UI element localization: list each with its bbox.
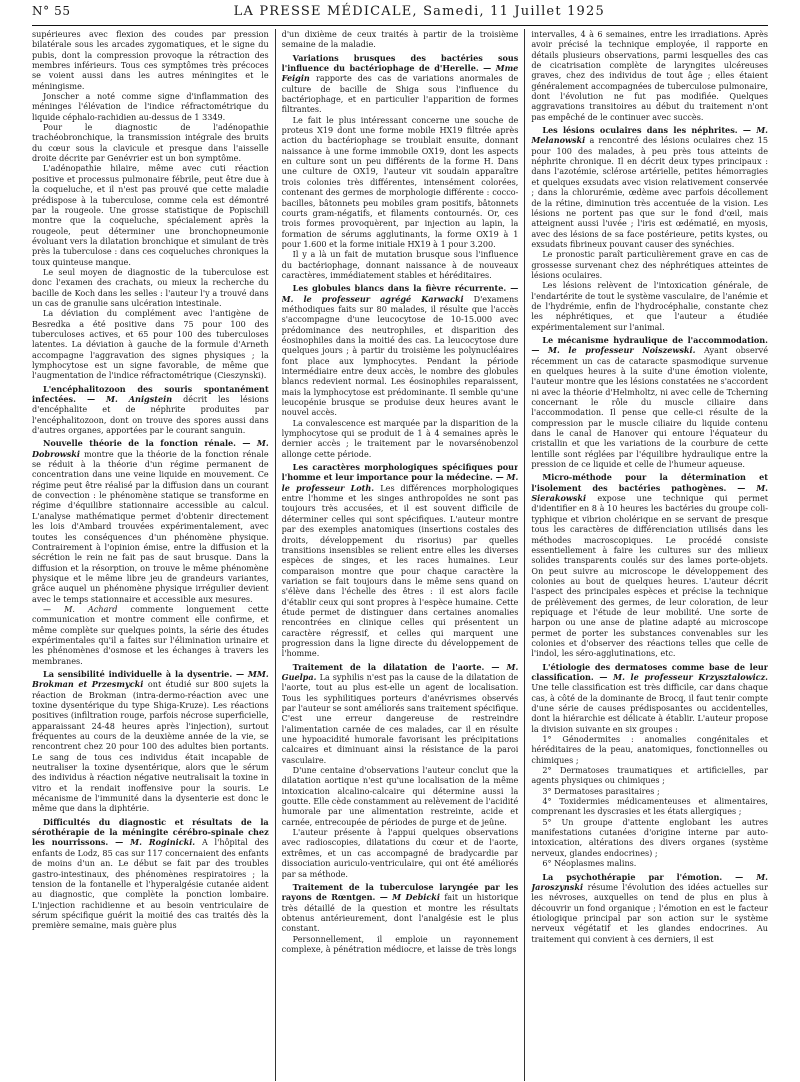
author: — M. le professeur Noiszewski.	[531, 345, 696, 356]
author: — M. Anigstein	[86, 394, 173, 405]
list-item: 3° Dermatoses parasitaires ;	[542, 785, 660, 796]
heading-title: Traitement de la dilatation de l'aorte.	[292, 661, 485, 672]
list-item: 5° Un groupe d'attente englobant les autres manifestations cutanées d'origine interne par auto-intoxication, altérations des divers organes (système nerveux, glandes endocrines) ;	[531, 816, 768, 858]
page-number: N° 55	[32, 4, 71, 18]
author: — M. Guelpa.	[281, 661, 519, 682]
column-divider	[524, 29, 525, 1081]
author: — M. le professeur Krzysztalowicz.	[599, 671, 768, 682]
heading-title: Les lésions oculaires dans les néphrites.	[542, 125, 738, 136]
author: — M. Dobrowski	[32, 438, 269, 459]
section-text: fait un historique très détaillé de la question et montre les résultats obtenus antérieurement, dont l'analgésie est le plus constant.	[281, 892, 519, 934]
author: — M. Achard	[43, 603, 118, 614]
author: — MM. Brokman et Przesmycki	[32, 668, 269, 690]
section-text: montre que la théorie de la fonction rénale se réduit à la théorie d'un régime permanent de concentration dans une veine liquide en mouvement. Ce régime peut être réalisé par la diffusion dans un courant de convection : le phénomène statique se transforme en régime d'équilibre stationnaire accessible au calcul. L'analyse mathématique permet d'obtenir directement les lois d'Ambard trouvées expérimentalement, avec toutes les conséquences d'un phénomène physique. Contrairement à l'opinion émise, entre la diffusion et la sécrétion le rein ne fait pas de saut brusque. Dans la diffusion et la résorption, on trouve le même phénomène physique et le même libre jeu de grandeurs variantes, grâce auquel un phénomène physique irrégulier devient avec le temps stationnaire et accessible aux mesures.	[32, 448, 269, 604]
paragraph: La convalescence est marquée par la disparition de la lymphocytose qui se produit de 1 à 4 semaines après le dernier accès ; le traitement par le novarsénobenzol allonge cette période.	[281, 417, 519, 459]
section-text: La syphilis n'est pas la cause de la dilatation de l'aorte, tout au plus est-elle un agent de localisation. Tous les syphilitiques porteurs d'anévrismes observés par l'auteur se sont améliorés sans traitement spécifique. C'est une erreur dangereuse de restreindre l'alimentation carnée de ces malades, car il en résulte une hypoacidité humorale favorisant les précipitations calcaires et diminuant ainsi la résistance de la paroi vasculaire.	[281, 671, 519, 765]
journal-title: LA PRESSE MÉDICALE, Samedi, 11 Juillet 1925	[233, 4, 605, 19]
column-divider	[275, 29, 276, 1081]
author: — Mme Feigin	[281, 63, 519, 84]
section-text: résume l'évolution des idées actuelles sur les névroses, auxquelles on tend de plus en plus à découvrir un fond organique ; l'émotion en est le facteur étiologique principal par son action sur le système nerveux végétatif et les glandes endocrines. Au traitement qui convient à ces derniers, il est	[531, 881, 768, 944]
paragraph: L'adénopathie hilaire, même avec cuti réaction positive et processus pulmonaire fébrile, peut être due à la coqueluche, et il n'est pas prouvé que cette maladie prédispose à la tuberculose, comme cela est démontré par la rougeole. Une grosse statistique de Popischill montre que la coqueluche, spécialement après la rougeole, peut déterminer une bronchopneumonie évoluant vers la dilatation bronchique et simulant de très près la tuberculose : dans ces coqueluches chroniques la toux quinteuse manque.	[32, 163, 269, 267]
section-heading	[531, 872, 768, 944]
section-heading	[32, 669, 269, 814]
list-item: 1° Génodermites : anomalies congénitales et héréditaires de la peau, anatomiques, fonctionnelles ou chimiques ;	[531, 734, 768, 765]
section-text: a rencontré des lésions oculaires chez 15 pour 100 des malades, à peu près tous atteints de néphrite chronique. Il en décrit deux types principaux : dans l'azotémie, sclérose artérielle, petites hémorragies et quelques exsudats avec vision relativement conservée ; dans la chlorurémie, œdème avec parfois décollement de la rétine, diminution très accentuée de la vision. Les lésions ne portent pas que sur le fond d'œil, mais atteignent aussi l'uvée ; l'iris est œdématié, en myosis, avec des lésions de sa face postérieure, petits kystes, ou exsudats fibrineux pouvant causer des synéchies.	[531, 135, 768, 249]
section-heading	[531, 472, 768, 658]
list-item: 6° Néoplasmes malins.	[542, 858, 637, 869]
author: — M. Roginicki.	[115, 837, 196, 848]
author: — M. le professeur agrégé Karwacki	[281, 283, 519, 304]
paragraph: Le pronostic paraît particulièrement grave en cas de grossesse survenant chez des néphrétiques atteintes de lésions oculaires.	[531, 249, 768, 280]
heading-title: Les globules blancs dans la fièvre récurrente.	[292, 283, 507, 294]
classification-list	[531, 734, 768, 868]
paragraph: La déviation du complément avec l'antigène de Besredka a été positive dans 75 pour 100 des tuberculoses actives, et 65 pour 100 des tuberculoses latentes. La déviation à gauche de la formule d'Arneth accompagne l'aggravation des signes physiques ; la lymphocytose est un signe favorable, de même que l'augmentation de l'indice réfractométrique (Cieszynski).	[32, 308, 269, 381]
list-item: 4° Toxidermies médicamenteuses et alimentaires, comprenant les dyscrasies et les états allergiques ;	[531, 796, 768, 817]
paragraph: Le fait le plus intéressant concerne une souche de proteus X19 dont une forme mobile HX19 filtrée après action du bactériophage se troublait ensuite, donnant naissance à une forme immobile OX19, dont les aspects en culture sont un peu différents de la forme H. Dans une culture de OX19, l'auteur vit soudain apparaître trois colonies très différentes, intensément colorées, contenant des germes de morphologie différente : cocco-bacilles, bâtonnets peu mobiles gram positifs, bâtonnets courts gram-négatifs, et filaments contournés. Or, ces trois formes provoquèrent, par injection au lapin, la formation de sérums agglutinants, la forme OX19 à 1 pour 1.600 et la forme initiale HX19 à 1 pour 3.200.	[281, 114, 519, 249]
section-heading	[531, 662, 768, 734]
paragraph: Le seul moyen de diagnostic de la tuberculose est donc l'examen des crachats, ou mieux la recherche du bacille de Koch dans les selles : l'auteur l'y a trouvé dans un cas de granulie sans ulcération intestinale.	[32, 266, 269, 308]
author: — M. Sierakowski	[531, 482, 768, 504]
section-text: D'examens méthodiques faits sur 80 malades, il résulte que l'accès s'accompagne d'une leucocytose de 10-15.000 avec prédominance des neutrophiles, et disparition des éosinophiles dans la moitié des cas. La leucocytose dure quelques jours ; à partir du troisième les polynucléaires font place aux lymphocytes. Pendant la période intermédiaire entre deux accès, le nombre des globules blancs redevient normal. Les éosinophiles reparaissent, mais la lymphocytose est prédominante. Il semble qu'une leucopénie brusque se produise deux heures avant le nouvel accès.	[281, 293, 519, 418]
paragraph: intervalles, 4 à 6 semaines, entre les irradiations. Après avoir précisé la technique employée, il rapporte en détails plusieurs observations, parmi lesquelles des cas de cicatrisation complète de laryngites ulcéreuses graves, chez des individus de tout âge ; elles étaient généralement accompagnées de tuberculose pulmonaire, dont l'évolution ne fut pas modifiée. Quelques aggravations transitoires au début du traitement n'ont pas empêché de le continuer avec succès.	[531, 29, 768, 122]
column-3	[531, 29, 768, 1081]
section-text: Les différences morphologiques entre l'homme et les singes anthropoïdes ne sont pas toujours très accusées, et il est souvent difficile de déterminer celles qui sont spécifiques. L'auteur montre par des exemples anatomiques (insertions costales des droits, développement du risorius) par quelles transitions insensibles se relient entre elles les diverses espèces de singes, et les races humaines. Leur comparaison montre que pour chaque caractère la variation se fait toujours dans le même sens quand on s'élève dans l'échelle des êtres : il est alors facile d'établir ceux qui sont propres à l'espèce humaine. Cette étude permet de distinguer dans certaines anomalies rencontrées en clinique celles qui présentent un caractère régressif, et celles qui marquent une progression dans la ligne directe du développement de l'homme.	[281, 482, 519, 659]
section-text: Ayant observé récemment un cas de cataracte spasmodique survenue en quelques heures à la suite d'une émotion violente, l'auteur montre que les lésions constatées ne s'accordent ni avec la théorie d'Helmholtz, ni avec celle de Tcherning concernant le rôle du muscle ciliaire dans l'accommodation. Il pense que celle-ci résulte de la compression par le muscle ciliaire du liquide contenu dans le canal de Hanover qui entoure l'équateur du cristallin et que les variations de la courbure de cette lentille sont réglées par l'équilibre hydraulique entre la pression de ce liquide et celle de l'humeur aqueuse.	[531, 345, 768, 470]
paragraph: Personnellement, il emploie un rayonnement complexe, à pénétration médiocre, et laisse de très longs	[281, 933, 519, 954]
paragraph: D'une centaine d'observations l'auteur conclut que la dilatation aortique n'est qu'une localisation de la même intoxication alcalino-calcaire qui détermine aussi la goutte. Elle cède constamment au relèvement de l'acidité humorale par une alimentation restreinte, acide et carnée, entrecoupée de périodes de purge et de jeûne.	[281, 765, 519, 827]
heading-title: Difficultés du diagnostic et résultats de la sérothérapie de la méningite cérébro-spinale chez les nourrissons.	[32, 816, 269, 848]
heading-title: Traitement de la tuberculose laryngée par les rayons de Rœntgen.	[281, 881, 519, 903]
author: — M Debicki	[379, 892, 440, 903]
heading-title: La sensibilité individuelle à la dysentrie.	[43, 668, 233, 679]
author: — M. Jaroszynski	[531, 871, 768, 892]
paragraph: supérieures avec flexion des coudes par pression bilatérale sous les arcades zygomatiques, et le signe du pubis, dont la compression provoque la rétraction des membres inférieurs. Tous ces symptômes très précoces se voient aussi dans les autres méningites et le méningisme.	[32, 29, 269, 91]
author: — M. Melanowski	[531, 125, 768, 146]
paragraph: Jonscher a noté comme signe d'inflammation des méninges l'élévation de l'indice réfractométrique du liquide céphalo-rachidien au-dessus de 1 3349.	[32, 91, 269, 122]
heading-title: Les caractères morphologiques spécifiques pour l'homme et leur importance pour la médecine.	[281, 462, 519, 483]
heading-title: Nouvelle théorie de la fonction rénale.	[43, 438, 236, 449]
section-heading	[282, 53, 519, 115]
paragraph: Il y a là un fait de mutation brusque sous l'influence du bactériophage, donnant naissance à de nouveaux caractères, immédiatement stables et héréditaires.	[281, 249, 519, 280]
list-item: 2° Dermatoses traumatiques et artificielles, par agents physiques ou chimiques ;	[531, 765, 768, 786]
section-text: ont étudié sur 800 sujets la réaction de Brokman (intra-dermo-réaction avec une toxine dysentérique du type Shiga-Kruze). Les réactions positives (infiltration rouge, parfois nécrose superficielle, apparaissant 24-48 heures après l'injection), surtout fréquentes au cours de la deuxième année de la vie, se rencontrent chez 20 pour 100 des adultes bien portants. Le sang de tous ces individus était incapable de neutraliser la toxine dysentérique, alors que le sérum des individus à réaction négative neutralisait la toxine in vitro et la rendait inoffensive pour la souris. Le mécanisme de l'immunité dans la dysenterie est donc le même que dans la diphtérie.	[32, 679, 269, 814]
paragraph: Les lésions relèvent de l'intoxication générale, de l'endartérite de tout le système vasculaire, de l'anémie et de l'hydrémie, enfin de l'hydrocéphalie, constante chez les néphrétiques, et que l'auteur a étudiée expérimentalement sur l'animal.	[531, 280, 768, 332]
heading-title: L'encéphalitozoon des souris spontanément infectées.	[32, 383, 269, 405]
section-heading	[531, 125, 768, 249]
section-heading	[531, 335, 768, 469]
column-2	[282, 29, 519, 1081]
section-heading	[282, 882, 519, 934]
heading-title: Micro-méthode pour la détermination et l'isolement des bactéries pathogènes.	[531, 472, 768, 493]
section-heading	[32, 817, 269, 931]
heading-title: Le mécanisme hydraulique de l'accommodation.	[542, 334, 768, 345]
section-heading	[282, 462, 519, 659]
heading-title: L'étiologie des dermatoses comme base de leur classification.	[531, 661, 768, 682]
section-text: Une telle classification est très difficile, car dans chaque cas, à côté de la dominante de Brocq, il faut tenir compte d'une série de causes prédisposantes ou accidentelles, dont la hiérarchie est délicate à établir. L'auteur propose la division suivante en six groupes :	[531, 682, 768, 734]
paragraph: d'un dixième de ceux traités à partir de la troisième semaine de la maladie.	[281, 29, 519, 50]
section-text: A l'hôpital des enfants de Lodz, 85 cas sur 117 concernaient des enfants de moins d'un an. Le début se fait par des troubles gastro-intestinaux, des phénomènes respiratoires ; la tension de la fontanelle et l'hyperalgésie cutanée aident au diagnostic, que complète la ponction lombaire. L'injection rachidienne et au besoin ventriculaire de sérum spécifique guérit la moitié des cas traités dès la première semaine, mais guère plus	[32, 837, 269, 931]
section-heading	[282, 283, 519, 417]
section-text: expose une technique qui permet d'identifier en 8 à 10 heures les bactéries du groupe coli-typhique et vibrion cholérique en se servant de presque tous les caractères de différenciation utilisés dans les méthodes macroscopiques. Le procédé consiste essentiellement à faire les cultures sur des milieux solides transparents coulés sur des lames porte-objets. On peut suivre au microscope le développement des colonies au bout de quelques heures. L'auteur décrit l'aspect des principales espèces et précise la technique de prélèvement des germes, de leur coloration, de leur repiquage et l'étude de leur mobilité. Une sorte de harpon ou une anse de platine adapté au microscope permet de porter les substances convenables sur les colonies et d'observer des réactions telles que celle de l'indol, les séro-agglutinations, etc.	[531, 493, 768, 659]
paragraph-text: commente longuement cette communication et montre comment elle confirme, et même complète sur quelques points, la série des études expérimentales qu'il a faites sur l'élimination urinaire et les phénomènes d'osmose et les échanges à travers les membranes.	[32, 603, 269, 666]
heading-title: La psychothérapie par l'émotion.	[542, 871, 723, 882]
paragraph	[32, 604, 269, 666]
author: — M. le professeur Loth.	[281, 472, 519, 493]
section-text: rapporte des cas de variations anormales de culture de bacille de Shiga sous l'influence du bactériophage, et en particulier l'apparition de formes filtrantes.	[281, 73, 519, 115]
section-heading	[282, 662, 519, 765]
columns	[32, 29, 768, 1081]
column-1	[32, 29, 269, 1081]
page-header	[32, 4, 768, 26]
paragraph: L'auteur présente à l'appui quelques observations avec radioscopies, dilatations du cœur et de l'aorte, extrêmes, et un cas accompagné de bradycardie par dissociation auriculo-ventriculaire, qui ont été améliorés par sa méthode.	[281, 827, 519, 879]
section-heading	[32, 384, 269, 436]
paragraph: Pour le diagnostic de l'adénopathie trachéobronchique, la transmission intégrale des bruits du cœur sous la clavicule et presque dans l'aisselle droite décrite par Genévrier est un bon symptôme.	[32, 122, 269, 164]
heading-title: Variations brusques des bactéries sous l'influence du bactériophage de d'Herelle.	[281, 52, 519, 74]
section-heading	[32, 438, 269, 604]
section-text: décrit les lésions d'encéphalite et de néphrite produites par l'encéphalitozoon, dont on trouve des spores aussi dans d'autres organes, apportées par le courant sanguin.	[32, 394, 269, 436]
